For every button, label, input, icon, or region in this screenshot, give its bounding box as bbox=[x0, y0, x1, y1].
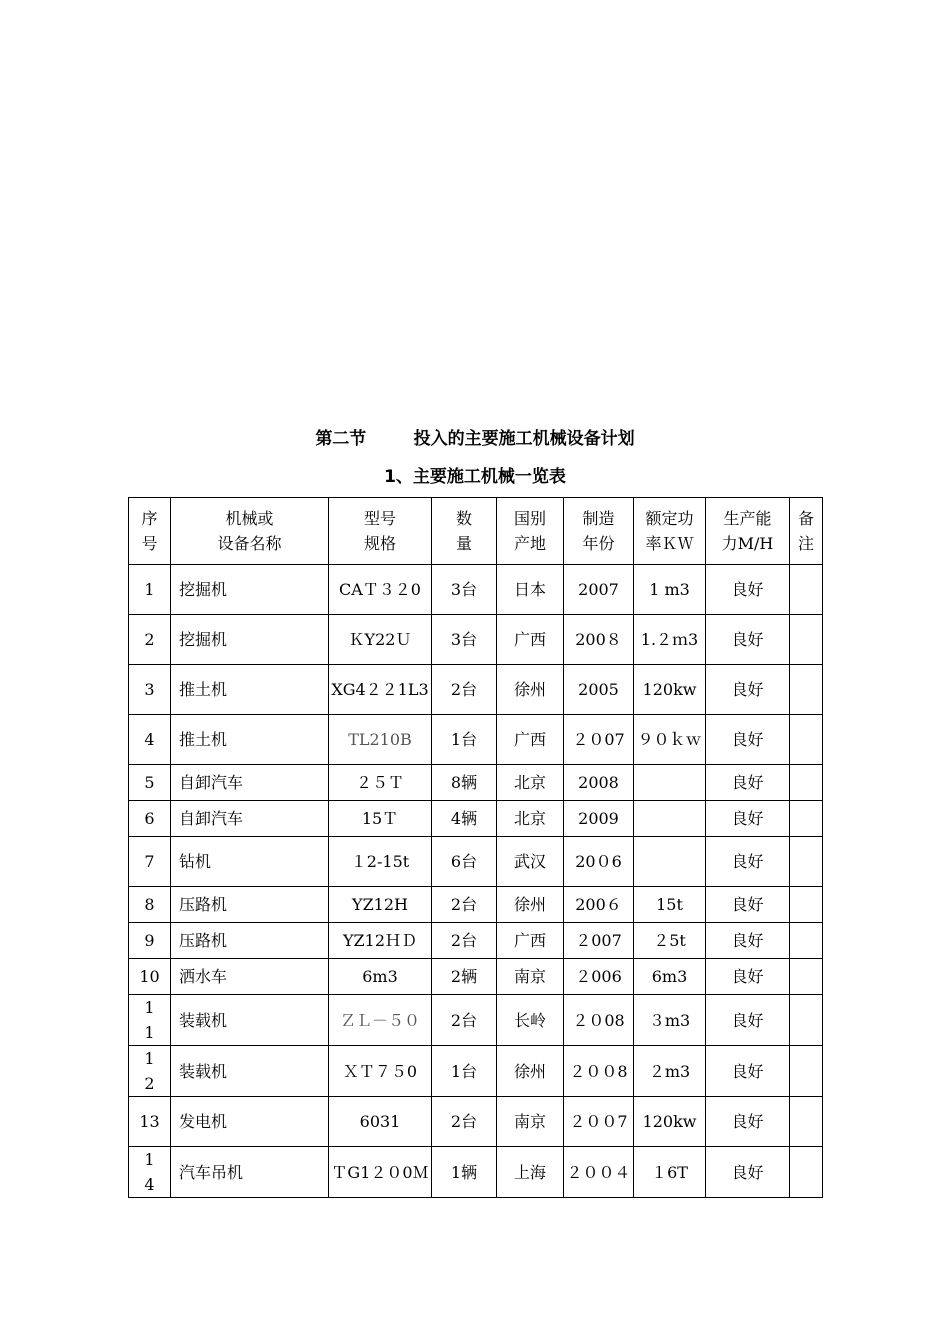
cell-power: 120kw bbox=[634, 1097, 706, 1147]
cell-no: 1 2 bbox=[129, 1046, 171, 1097]
table-title: 1、主要施工机械一览表 bbox=[384, 467, 566, 487]
cell-origin: 南京 bbox=[497, 1097, 564, 1147]
cell-name: 汽车吊机 bbox=[171, 1147, 329, 1198]
cell-power bbox=[634, 837, 706, 887]
cell-capacity: 良好 bbox=[706, 565, 790, 615]
cell-name: 推土机 bbox=[171, 665, 329, 715]
cell-power: 120kw bbox=[634, 665, 706, 715]
cell-origin: 徐州 bbox=[497, 887, 564, 923]
cell-power: 1.２ｍ3 bbox=[634, 615, 706, 665]
cell-qty: 1辆 bbox=[432, 1147, 497, 1198]
cell-origin: 广西 bbox=[497, 715, 564, 765]
cell-model: ＺＬ－５０ bbox=[329, 995, 432, 1046]
cell-no: 6 bbox=[129, 801, 171, 837]
cell-qty: 8辆 bbox=[432, 765, 497, 801]
cell-year: 20０6 bbox=[564, 837, 634, 887]
cell-qty: 6台 bbox=[432, 837, 497, 887]
cell-note bbox=[790, 1046, 823, 1097]
cell-name: 钻机 bbox=[171, 837, 329, 887]
cell-origin: 广西 bbox=[497, 615, 564, 665]
cell-qty: 2台 bbox=[432, 1097, 497, 1147]
cell-origin: 长岭 bbox=[497, 995, 564, 1046]
cell-capacity: 良好 bbox=[706, 765, 790, 801]
cell-capacity: 良好 bbox=[706, 887, 790, 923]
cell-model: 6031 bbox=[329, 1097, 432, 1147]
table-row bbox=[129, 1147, 823, 1198]
header-cell-no: 序 号 bbox=[129, 498, 171, 565]
cell-year: ２０07 bbox=[564, 715, 634, 765]
header-cell-model: 型号 规格 bbox=[329, 498, 432, 565]
cell-qty: 2台 bbox=[432, 923, 497, 959]
table-header-row bbox=[129, 498, 823, 565]
cell-qty: 2台 bbox=[432, 887, 497, 923]
cell-qty: 1台 bbox=[432, 1046, 497, 1097]
cell-no: 3 bbox=[129, 665, 171, 715]
cell-capacity: 良好 bbox=[706, 801, 790, 837]
cell-no: 10 bbox=[129, 959, 171, 995]
cell-no: 2 bbox=[129, 615, 171, 665]
header-cell-power: 额定功 率ＫＷ bbox=[634, 498, 706, 565]
header-cell-origin: 国别 产地 bbox=[497, 498, 564, 565]
cell-power: ２5t bbox=[634, 923, 706, 959]
cell-year: ２００8 bbox=[564, 1046, 634, 1097]
cell-year: ２００7 bbox=[564, 1097, 634, 1147]
cell-note bbox=[790, 923, 823, 959]
table-row bbox=[129, 995, 823, 1046]
cell-model: ＫY22Ｕ bbox=[329, 615, 432, 665]
cell-note bbox=[790, 801, 823, 837]
cell-name: 压路机 bbox=[171, 887, 329, 923]
cell-origin: 北京 bbox=[497, 801, 564, 837]
cell-name: 装载机 bbox=[171, 1046, 329, 1097]
table-row bbox=[129, 665, 823, 715]
header-cell-name: 机械或 设备名称 bbox=[171, 498, 329, 565]
cell-year: 2009 bbox=[564, 801, 634, 837]
cell-note bbox=[790, 959, 823, 995]
cell-note bbox=[790, 615, 823, 665]
cell-note bbox=[790, 715, 823, 765]
cell-origin: 徐州 bbox=[497, 665, 564, 715]
cell-name: 装载机 bbox=[171, 995, 329, 1046]
cell-model: YZ12H bbox=[329, 887, 432, 923]
table-row bbox=[129, 1046, 823, 1097]
cell-model: YZ12ＨＤ bbox=[329, 923, 432, 959]
cell-origin: 南京 bbox=[497, 959, 564, 995]
cell-power: ９０ｋｗ bbox=[634, 715, 706, 765]
cell-qty: 4辆 bbox=[432, 801, 497, 837]
cell-model: ＴG1２０0Ｍ bbox=[329, 1147, 432, 1198]
cell-qty: 3台 bbox=[432, 565, 497, 615]
cell-origin: 日本 bbox=[497, 565, 564, 615]
table-row bbox=[129, 1097, 823, 1147]
cell-power: 1 m3 bbox=[634, 565, 706, 615]
cell-model: TL210B bbox=[329, 715, 432, 765]
header-cell-capacity: 生产能 力M/H bbox=[706, 498, 790, 565]
cell-qty: 2台 bbox=[432, 665, 497, 715]
cell-capacity: 良好 bbox=[706, 665, 790, 715]
table-row bbox=[129, 923, 823, 959]
cell-qty: 2台 bbox=[432, 995, 497, 1046]
cell-no: 1 1 bbox=[129, 995, 171, 1046]
cell-qty: 1台 bbox=[432, 715, 497, 765]
cell-capacity: 良好 bbox=[706, 615, 790, 665]
cell-power: ３m3 bbox=[634, 995, 706, 1046]
cell-year: ２006 bbox=[564, 959, 634, 995]
cell-no: 9 bbox=[129, 923, 171, 959]
cell-name: 挖掘机 bbox=[171, 565, 329, 615]
cell-year: 2008 bbox=[564, 765, 634, 801]
cell-year: 200８ bbox=[564, 615, 634, 665]
equipment-table bbox=[128, 497, 823, 1198]
cell-model: 15Ｔ bbox=[329, 801, 432, 837]
cell-note bbox=[790, 995, 823, 1046]
cell-note bbox=[790, 1097, 823, 1147]
cell-origin: 上海 bbox=[497, 1147, 564, 1198]
cell-year: 2005 bbox=[564, 665, 634, 715]
cell-power: 6m3 bbox=[634, 959, 706, 995]
cell-capacity: 良好 bbox=[706, 995, 790, 1046]
section-title: 第二节 投入的主要施工机械设备计划 bbox=[315, 429, 635, 449]
cell-no: 1 bbox=[129, 565, 171, 615]
cell-name: 压路机 bbox=[171, 923, 329, 959]
cell-no: 5 bbox=[129, 765, 171, 801]
table-row bbox=[129, 959, 823, 995]
cell-power bbox=[634, 765, 706, 801]
table-row bbox=[129, 765, 823, 801]
cell-capacity: 良好 bbox=[706, 1147, 790, 1198]
cell-no: 13 bbox=[129, 1097, 171, 1147]
header-cell-qty: 数 量 bbox=[432, 498, 497, 565]
cell-origin: 北京 bbox=[497, 765, 564, 801]
cell-name: 推土机 bbox=[171, 715, 329, 765]
cell-no: 8 bbox=[129, 887, 171, 923]
table-row bbox=[129, 615, 823, 665]
cell-power bbox=[634, 801, 706, 837]
cell-origin: 徐州 bbox=[497, 1046, 564, 1097]
cell-model: 6m3 bbox=[329, 959, 432, 995]
cell-year: ２０08 bbox=[564, 995, 634, 1046]
table-row bbox=[129, 887, 823, 923]
cell-note bbox=[790, 837, 823, 887]
cell-capacity: 良好 bbox=[706, 715, 790, 765]
table-row bbox=[129, 715, 823, 765]
cell-power: １6T bbox=[634, 1147, 706, 1198]
cell-power: 15t bbox=[634, 887, 706, 923]
cell-power: ２m3 bbox=[634, 1046, 706, 1097]
cell-no: 4 bbox=[129, 715, 171, 765]
cell-year: ２007 bbox=[564, 923, 634, 959]
cell-capacity: 良好 bbox=[706, 1097, 790, 1147]
header-cell-note: 备 注 bbox=[790, 498, 823, 565]
cell-name: 洒水车 bbox=[171, 959, 329, 995]
cell-note bbox=[790, 887, 823, 923]
cell-model: １2-15t bbox=[329, 837, 432, 887]
cell-capacity: 良好 bbox=[706, 959, 790, 995]
cell-model: CAＴ３２0 bbox=[329, 565, 432, 615]
cell-origin: 武汉 bbox=[497, 837, 564, 887]
cell-name: 发电机 bbox=[171, 1097, 329, 1147]
cell-note bbox=[790, 765, 823, 801]
cell-capacity: 良好 bbox=[706, 1046, 790, 1097]
cell-capacity: 良好 bbox=[706, 923, 790, 959]
cell-note bbox=[790, 565, 823, 615]
table-row bbox=[129, 837, 823, 887]
cell-no: 7 bbox=[129, 837, 171, 887]
cell-year: 2007 bbox=[564, 565, 634, 615]
cell-note bbox=[790, 1147, 823, 1198]
cell-name: 自卸汽车 bbox=[171, 801, 329, 837]
cell-model: XG4２２1L3 bbox=[329, 665, 432, 715]
table-row bbox=[129, 801, 823, 837]
cell-qty: 2辆 bbox=[432, 959, 497, 995]
cell-model: ＸＴ７５0 bbox=[329, 1046, 432, 1097]
cell-year: 200６ bbox=[564, 887, 634, 923]
cell-qty: 3台 bbox=[432, 615, 497, 665]
cell-year: ２００４ bbox=[564, 1147, 634, 1198]
header-cell-year: 制造 年份 bbox=[564, 498, 634, 565]
cell-no: 1 4 bbox=[129, 1147, 171, 1198]
cell-capacity: 良好 bbox=[706, 837, 790, 887]
cell-name: 挖掘机 bbox=[171, 615, 329, 665]
cell-model: ２５Ｔ bbox=[329, 765, 432, 801]
cell-note bbox=[790, 665, 823, 715]
cell-name: 自卸汽车 bbox=[171, 765, 329, 801]
cell-origin: 广西 bbox=[497, 923, 564, 959]
table-row bbox=[129, 565, 823, 615]
